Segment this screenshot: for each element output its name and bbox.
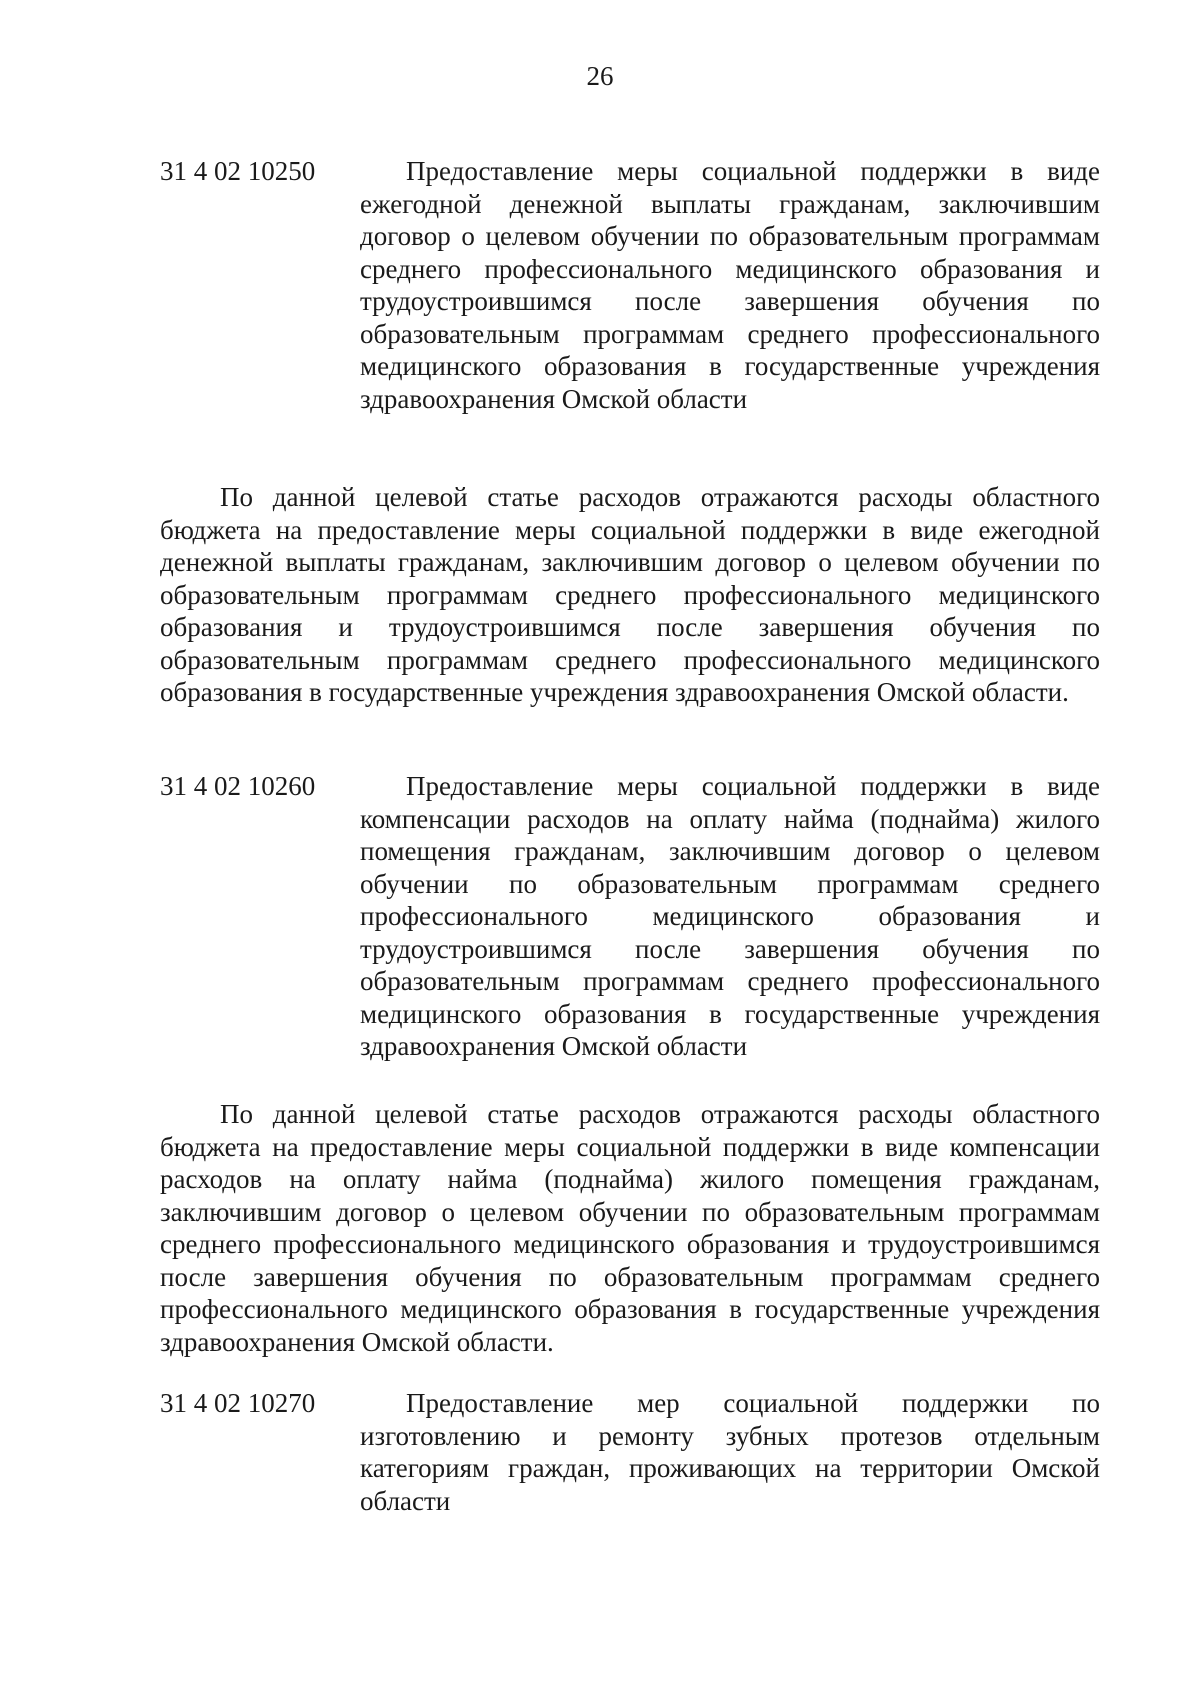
entry-description: По данной целевой статье расходов отражаются расходы областного бюджета на предоставление меры социальной поддержки в виде компенсации расходов на оплату найма (поднайма) жилого помещения гражданам, заключившим договор о целевом обучении по образовательным программам среднего профессионального медицинского образования и трудоустроившимся после завершения обучения по образовательным программам среднего профессионального медицинского образования в государственные учреждения здравоохранения Омской области. [160, 1099, 1100, 1357]
entry-title: Предоставление мер социальной поддержки по изготовлению и ремонту зубных протезов отдельным категориям граждан, проживающих на территории Омской области [360, 1388, 1100, 1516]
budget-entry [160, 1387, 1100, 1517]
budget-entry [160, 770, 1100, 1063]
entry-description: По данной целевой статье расходов отражаются расходы областного бюджета на предоставление меры социальной поддержки в виде ежегодной денежной выплаты гражданам, заключившим договор о целевом обучении по образовательным программам среднего профессионального медицинского образования и трудоустроившимся после завершения обучения по образовательным программам среднего профессионального медицинского образования в государственные учреждения здравоохранения Омской области. [160, 482, 1100, 707]
entry-title: Предоставление меры социальной поддержки в виде ежегодной денежной выплаты гражданам, заключившим договор о целевом обучении по образовательным программам среднего профессионального медицинского образования и трудоустроившимся после завершения обучения по образовательным программам среднего профессионального медицинского образования в государственные учреждения здравоохранения Омской области [360, 156, 1100, 414]
entry-title: Предоставление меры социальной поддержки в виде компенсации расходов на оплату найма (поднайма) жилого помещения гражданам, заключившим договор о целевом обучении по образовательным программам среднего профессионального медицинского образования и трудоустроившимся после завершения обучения по образовательным программам среднего профессионального медицинского образования в государственные учреждения здравоохранения Омской области [360, 771, 1100, 1061]
budget-entry [160, 155, 1100, 415]
page-number: 26 [586, 61, 614, 91]
entry-code: 31 4 02 10270 [160, 1388, 316, 1418]
entry-code: 31 4 02 10250 [160, 156, 316, 186]
entry-code: 31 4 02 10260 [160, 771, 316, 801]
